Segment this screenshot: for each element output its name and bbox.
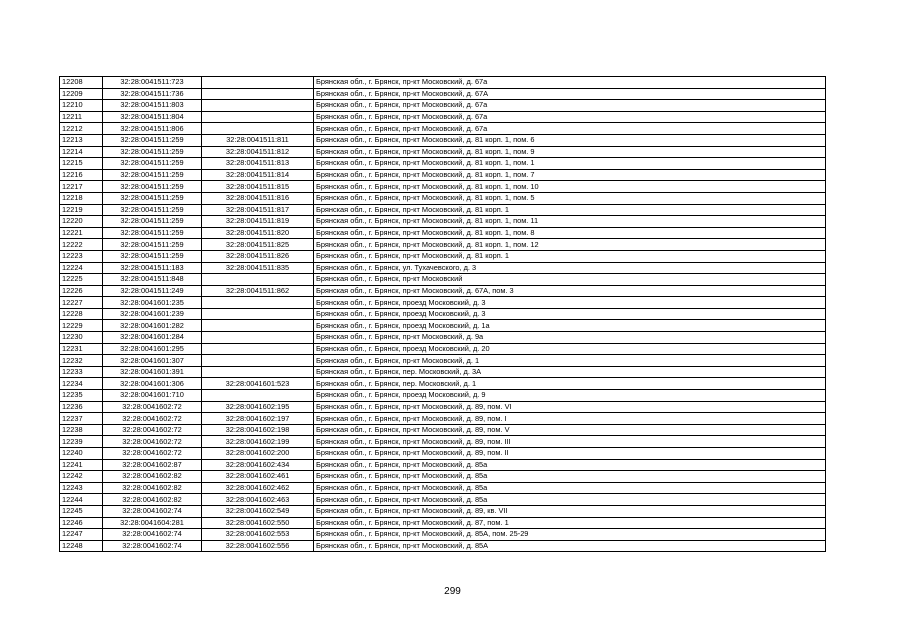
cadastral-number-cell: 32:28:0041511:249 bbox=[103, 285, 202, 297]
address-cell: Брянская обл., г. Брянск, пр-кт Московский, д. 85а bbox=[314, 482, 826, 494]
address-cell: Брянская обл., г. Брянск, пр-кт Московский, д. 67а bbox=[314, 100, 826, 112]
building-cadastral-number-cell bbox=[202, 297, 314, 309]
row-number-cell: 12214 bbox=[60, 146, 103, 158]
building-cadastral-number-cell: 32:28:0041511:825 bbox=[202, 239, 314, 251]
table-row bbox=[60, 355, 826, 367]
building-cadastral-number-cell: 32:28:0041602:199 bbox=[202, 436, 314, 448]
address-cell: Брянская обл., г. Брянск, пр-кт Московский, д. 81 корп. 1, пом. 9 bbox=[314, 146, 826, 158]
table-row bbox=[60, 216, 826, 228]
address-cell: Брянская обл., г. Брянск, проезд Московский, д. 20 bbox=[314, 343, 826, 355]
cadastral-number-cell: 32:28:0041511:804 bbox=[103, 111, 202, 123]
row-number-cell: 12213 bbox=[60, 134, 103, 146]
row-number-cell: 12223 bbox=[60, 250, 103, 262]
cadastral-number-cell: 32:28:0041511:259 bbox=[103, 227, 202, 239]
address-cell: Брянская обл., г. Брянск, пр-кт Московский, д. 89, пом. VI bbox=[314, 401, 826, 413]
address-cell: Брянская обл., г. Брянск, пр-кт Московский, д. 81 корп. 1, пом. 1 bbox=[314, 158, 826, 170]
row-number-cell: 12233 bbox=[60, 366, 103, 378]
page-number: 299 bbox=[444, 586, 461, 597]
cadastral-number-cell: 32:28:0041602:82 bbox=[103, 482, 202, 494]
table-row bbox=[60, 494, 826, 506]
address-cell: Брянская обл., г. Брянск, пр-кт Московский, д. 89, пом. V bbox=[314, 424, 826, 436]
address-cell: Брянская обл., г. Брянск, пр-кт Московский, д. 67А bbox=[314, 88, 826, 100]
row-number-cell: 12247 bbox=[60, 529, 103, 541]
building-cadastral-number-cell: 32:28:0041511:812 bbox=[202, 146, 314, 158]
table-row bbox=[60, 517, 826, 529]
row-number-cell: 12217 bbox=[60, 181, 103, 193]
building-cadastral-number-cell: 32:28:0041602:463 bbox=[202, 494, 314, 506]
building-cadastral-number-cell bbox=[202, 390, 314, 402]
table-row bbox=[60, 448, 826, 460]
row-number-cell: 12229 bbox=[60, 320, 103, 332]
address-cell: Брянская обл., г. Брянск, пр-кт Московский, д. 89, пом. I bbox=[314, 413, 826, 425]
building-cadastral-number-cell bbox=[202, 100, 314, 112]
address-cell: Брянская обл., г. Брянск, пер. Московский, д. 3А bbox=[314, 366, 826, 378]
table-row bbox=[60, 169, 826, 181]
table-row bbox=[60, 274, 826, 286]
address-cell: Брянская обл., г. Брянск, ул. Тухачевского, д. 3 bbox=[314, 262, 826, 274]
address-cell: Брянская обл., г. Брянск, пр-кт Московский, д. 89, пом. II bbox=[314, 448, 826, 460]
building-cadastral-number-cell bbox=[202, 274, 314, 286]
building-cadastral-number-cell bbox=[202, 332, 314, 344]
table-row bbox=[60, 401, 826, 413]
building-cadastral-number-cell: 32:28:0041511:862 bbox=[202, 285, 314, 297]
row-number-cell: 12227 bbox=[60, 297, 103, 309]
row-number-cell: 12244 bbox=[60, 494, 103, 506]
table-row bbox=[60, 332, 826, 344]
table-row bbox=[60, 192, 826, 204]
cadastral-number-cell: 32:28:0041602:82 bbox=[103, 494, 202, 506]
row-number-cell: 12226 bbox=[60, 285, 103, 297]
address-cell: Брянская обл., г. Брянск, проезд Московский, д. 1а bbox=[314, 320, 826, 332]
cadastral-number-cell: 32:28:0041511:259 bbox=[103, 181, 202, 193]
table-row bbox=[60, 297, 826, 309]
table-row bbox=[60, 482, 826, 494]
building-cadastral-number-cell bbox=[202, 343, 314, 355]
building-cadastral-number-cell: 32:28:0041511:811 bbox=[202, 134, 314, 146]
cadastral-number-cell: 32:28:0041602:74 bbox=[103, 540, 202, 552]
building-cadastral-number-cell bbox=[202, 308, 314, 320]
row-number-cell: 12234 bbox=[60, 378, 103, 390]
table-row bbox=[60, 424, 826, 436]
building-cadastral-number-cell: 32:28:0041602:198 bbox=[202, 424, 314, 436]
address-cell: Брянская обл., г. Брянск, проезд Московский, д. 9 bbox=[314, 390, 826, 402]
row-number-cell: 12208 bbox=[60, 77, 103, 89]
cadastral-number-cell: 32:28:0041601:235 bbox=[103, 297, 202, 309]
address-cell: Брянская обл., г. Брянск, проезд Московский, д. 3 bbox=[314, 308, 826, 320]
building-cadastral-number-cell: 32:28:0041511:815 bbox=[202, 181, 314, 193]
building-cadastral-number-cell: 32:28:0041602:549 bbox=[202, 505, 314, 517]
address-cell: Брянская обл., г. Брянск, пр-кт Московский, д. 85а bbox=[314, 459, 826, 471]
row-number-cell: 12239 bbox=[60, 436, 103, 448]
table-row bbox=[60, 123, 826, 135]
row-number-cell: 12212 bbox=[60, 123, 103, 135]
address-cell: Брянская обл., г. Брянск, пр-кт Московский, д. 9а bbox=[314, 332, 826, 344]
cadastral-number-cell: 32:28:0041511:806 bbox=[103, 123, 202, 135]
building-cadastral-number-cell: 32:28:0041511:835 bbox=[202, 262, 314, 274]
row-number-cell: 12237 bbox=[60, 413, 103, 425]
building-cadastral-number-cell: 32:28:0041511:817 bbox=[202, 204, 314, 216]
row-number-cell: 12245 bbox=[60, 505, 103, 517]
table-row bbox=[60, 111, 826, 123]
cadastral-number-cell: 32:28:0041601:282 bbox=[103, 320, 202, 332]
row-number-cell: 12235 bbox=[60, 390, 103, 402]
table-row bbox=[60, 343, 826, 355]
building-cadastral-number-cell bbox=[202, 355, 314, 367]
row-number-cell: 12220 bbox=[60, 216, 103, 228]
cadastral-number-cell: 32:28:0041604:281 bbox=[103, 517, 202, 529]
row-number-cell: 12242 bbox=[60, 471, 103, 483]
building-cadastral-number-cell bbox=[202, 123, 314, 135]
table-row bbox=[60, 227, 826, 239]
building-cadastral-number-cell: 32:28:0041602:195 bbox=[202, 401, 314, 413]
table-row bbox=[60, 471, 826, 483]
cadastral-number-cell: 32:28:0041601:391 bbox=[103, 366, 202, 378]
row-number-cell: 12215 bbox=[60, 158, 103, 170]
row-number-cell: 12225 bbox=[60, 274, 103, 286]
table-row bbox=[60, 540, 826, 552]
row-number-cell: 12232 bbox=[60, 355, 103, 367]
building-cadastral-number-cell: 32:28:0041602:553 bbox=[202, 529, 314, 541]
cadastral-number-cell: 32:28:0041601:295 bbox=[103, 343, 202, 355]
cadastral-number-cell: 32:28:0041511:259 bbox=[103, 216, 202, 228]
table-row bbox=[60, 77, 826, 89]
cadastral-number-cell: 32:28:0041602:74 bbox=[103, 505, 202, 517]
cadastral-number-cell: 32:28:0041511:259 bbox=[103, 192, 202, 204]
cadastral-number-cell: 32:28:0041511:259 bbox=[103, 134, 202, 146]
table-row bbox=[60, 529, 826, 541]
table-row bbox=[60, 146, 826, 158]
building-cadastral-number-cell: 32:28:0041511:816 bbox=[202, 192, 314, 204]
registry-table bbox=[59, 76, 826, 552]
address-cell: Брянская обл., г. Брянск, пр-кт Московский, д. 1 bbox=[314, 355, 826, 367]
building-cadastral-number-cell: 32:28:0041511:826 bbox=[202, 250, 314, 262]
cadastral-number-cell: 32:28:0041511:259 bbox=[103, 204, 202, 216]
table-row bbox=[60, 390, 826, 402]
table-row bbox=[60, 285, 826, 297]
row-number-cell: 12241 bbox=[60, 459, 103, 471]
table-row bbox=[60, 459, 826, 471]
cadastral-number-cell: 32:28:0041602:72 bbox=[103, 436, 202, 448]
building-cadastral-number-cell bbox=[202, 366, 314, 378]
row-number-cell: 12221 bbox=[60, 227, 103, 239]
cadastral-number-cell: 32:28:0041511:803 bbox=[103, 100, 202, 112]
table-row bbox=[60, 366, 826, 378]
building-cadastral-number-cell: 32:28:0041511:814 bbox=[202, 169, 314, 181]
row-number-cell: 12216 bbox=[60, 169, 103, 181]
row-number-cell: 12231 bbox=[60, 343, 103, 355]
cadastral-number-cell: 32:28:0041511:183 bbox=[103, 262, 202, 274]
table-row bbox=[60, 436, 826, 448]
cadastral-number-cell: 32:28:0041511:848 bbox=[103, 274, 202, 286]
address-cell: Брянская обл., г. Брянск, пр-кт Московский, д. 85а bbox=[314, 471, 826, 483]
cadastral-number-cell: 32:28:0041602:87 bbox=[103, 459, 202, 471]
cadastral-number-cell: 32:28:0041602:74 bbox=[103, 529, 202, 541]
table-row bbox=[60, 88, 826, 100]
address-cell: Брянская обл., г. Брянск, пр-кт Московский, д. 81 корп. 1, пом. 7 bbox=[314, 169, 826, 181]
row-number-cell: 12224 bbox=[60, 262, 103, 274]
address-cell: Брянская обл., г. Брянск, пр-кт Московский, д. 89, кв. VII bbox=[314, 505, 826, 517]
table-row bbox=[60, 204, 826, 216]
table-row bbox=[60, 250, 826, 262]
row-number-cell: 12248 bbox=[60, 540, 103, 552]
cadastral-number-cell: 32:28:0041511:259 bbox=[103, 158, 202, 170]
address-cell: Брянская обл., г. Брянск, пер. Московский, д. 1 bbox=[314, 378, 826, 390]
cadastral-number-cell: 32:28:0041602:72 bbox=[103, 413, 202, 425]
table-row bbox=[60, 378, 826, 390]
building-cadastral-number-cell bbox=[202, 88, 314, 100]
row-number-cell: 12238 bbox=[60, 424, 103, 436]
building-cadastral-number-cell bbox=[202, 320, 314, 332]
building-cadastral-number-cell: 32:28:0041602:200 bbox=[202, 448, 314, 460]
table-row bbox=[60, 505, 826, 517]
building-cadastral-number-cell bbox=[202, 77, 314, 89]
address-cell: Брянская обл., г. Брянск, пр-кт Московский, д. 67а bbox=[314, 111, 826, 123]
registry-table-body bbox=[60, 77, 826, 552]
building-cadastral-number-cell: 32:28:0041601:523 bbox=[202, 378, 314, 390]
address-cell: Брянская обл., г. Брянск, пр-кт Московский, д. 81 корп. 1, пом. 10 bbox=[314, 181, 826, 193]
address-cell: Брянская обл., г. Брянск, пр-кт Московский, д. 81 корп. 1, пом. 5 bbox=[314, 192, 826, 204]
table-row bbox=[60, 239, 826, 251]
cadastral-number-cell: 32:28:0041511:259 bbox=[103, 169, 202, 181]
building-cadastral-number-cell: 32:28:0041602:550 bbox=[202, 517, 314, 529]
building-cadastral-number-cell: 32:28:0041602:556 bbox=[202, 540, 314, 552]
address-cell: Брянская обл., г. Брянск, пр-кт Московский, д. 67а bbox=[314, 77, 826, 89]
address-cell: Брянская обл., г. Брянск, пр-кт Московский, д. 89, пом. III bbox=[314, 436, 826, 448]
address-cell: Брянская обл., г. Брянск, пр-кт Московский, д. 81 корп. 1, пом. 6 bbox=[314, 134, 826, 146]
row-number-cell: 12240 bbox=[60, 448, 103, 460]
cadastral-number-cell: 32:28:0041601:239 bbox=[103, 308, 202, 320]
building-cadastral-number-cell: 32:28:0041602:462 bbox=[202, 482, 314, 494]
address-cell: Брянская обл., г. Брянск, пр-кт Московский bbox=[314, 274, 826, 286]
building-cadastral-number-cell: 32:28:0041602:434 bbox=[202, 459, 314, 471]
building-cadastral-number-cell: 32:28:0041511:813 bbox=[202, 158, 314, 170]
cadastral-number-cell: 32:28:0041511:259 bbox=[103, 239, 202, 251]
cadastral-number-cell: 32:28:0041602:72 bbox=[103, 401, 202, 413]
table-row bbox=[60, 134, 826, 146]
row-number-cell: 12236 bbox=[60, 401, 103, 413]
row-number-cell: 12218 bbox=[60, 192, 103, 204]
table-row bbox=[60, 413, 826, 425]
cadastral-number-cell: 32:28:0041601:307 bbox=[103, 355, 202, 367]
row-number-cell: 12222 bbox=[60, 239, 103, 251]
cadastral-number-cell: 32:28:0041601:284 bbox=[103, 332, 202, 344]
address-cell: Брянская обл., г. Брянск, пр-кт Московский, д. 81 корп. 1, пом. 12 bbox=[314, 239, 826, 251]
address-cell: Брянская обл., г. Брянск, проезд Московский, д. 3 bbox=[314, 297, 826, 309]
address-cell: Брянская обл., г. Брянск, пр-кт Московский, д. 81 корп. 1, пом. 8 bbox=[314, 227, 826, 239]
row-number-cell: 12210 bbox=[60, 100, 103, 112]
address-cell: Брянская обл., г. Брянск, пр-кт Московский, д. 85а bbox=[314, 494, 826, 506]
cadastral-number-cell: 32:28:0041511:723 bbox=[103, 77, 202, 89]
table-row bbox=[60, 262, 826, 274]
row-number-cell: 12211 bbox=[60, 111, 103, 123]
table-row bbox=[60, 181, 826, 193]
building-cadastral-number-cell bbox=[202, 111, 314, 123]
address-cell: Брянская обл., г. Брянск, пр-кт Московский, д. 87, пом. 1 bbox=[314, 517, 826, 529]
row-number-cell: 12209 bbox=[60, 88, 103, 100]
cadastral-number-cell: 32:28:0041511:259 bbox=[103, 146, 202, 158]
address-cell: Брянская обл., г. Брянск, пр-кт Московский, д. 85А, пом. 25-29 bbox=[314, 529, 826, 541]
address-cell: Брянская обл., г. Брянск, пр-кт Московский, д. 81 корп. 1 bbox=[314, 204, 826, 216]
table-row bbox=[60, 158, 826, 170]
cadastral-number-cell: 32:28:0041511:259 bbox=[103, 250, 202, 262]
building-cadastral-number-cell: 32:28:0041511:819 bbox=[202, 216, 314, 228]
cadastral-number-cell: 32:28:0041511:736 bbox=[103, 88, 202, 100]
row-number-cell: 12219 bbox=[60, 204, 103, 216]
table-row bbox=[60, 100, 826, 112]
address-cell: Брянская обл., г. Брянск, пр-кт Московский, д. 67А, пом. 3 bbox=[314, 285, 826, 297]
cadastral-number-cell: 32:28:0041601:306 bbox=[103, 378, 202, 390]
building-cadastral-number-cell: 32:28:0041511:820 bbox=[202, 227, 314, 239]
row-number-cell: 12228 bbox=[60, 308, 103, 320]
table-row bbox=[60, 320, 826, 332]
building-cadastral-number-cell: 32:28:0041602:461 bbox=[202, 471, 314, 483]
address-cell: Брянская обл., г. Брянск, пр-кт Московский, д. 85А bbox=[314, 540, 826, 552]
address-cell: Брянская обл., г. Брянск, пр-кт Московский, д. 67а bbox=[314, 123, 826, 135]
cadastral-number-cell: 32:28:0041602:72 bbox=[103, 424, 202, 436]
cadastral-number-cell: 32:28:0041602:82 bbox=[103, 471, 202, 483]
cadastral-number-cell: 32:28:0041602:72 bbox=[103, 448, 202, 460]
building-cadastral-number-cell: 32:28:0041602:197 bbox=[202, 413, 314, 425]
row-number-cell: 12246 bbox=[60, 517, 103, 529]
table-row bbox=[60, 308, 826, 320]
row-number-cell: 12243 bbox=[60, 482, 103, 494]
address-cell: Брянская обл., г. Брянск, пр-кт Московский, д. 81 корп. 1 bbox=[314, 250, 826, 262]
row-number-cell: 12230 bbox=[60, 332, 103, 344]
address-cell: Брянская обл., г. Брянск, пр-кт Московский, д. 81 корп. 1, пом. 11 bbox=[314, 216, 826, 228]
cadastral-number-cell: 32:28:0041601:710 bbox=[103, 390, 202, 402]
